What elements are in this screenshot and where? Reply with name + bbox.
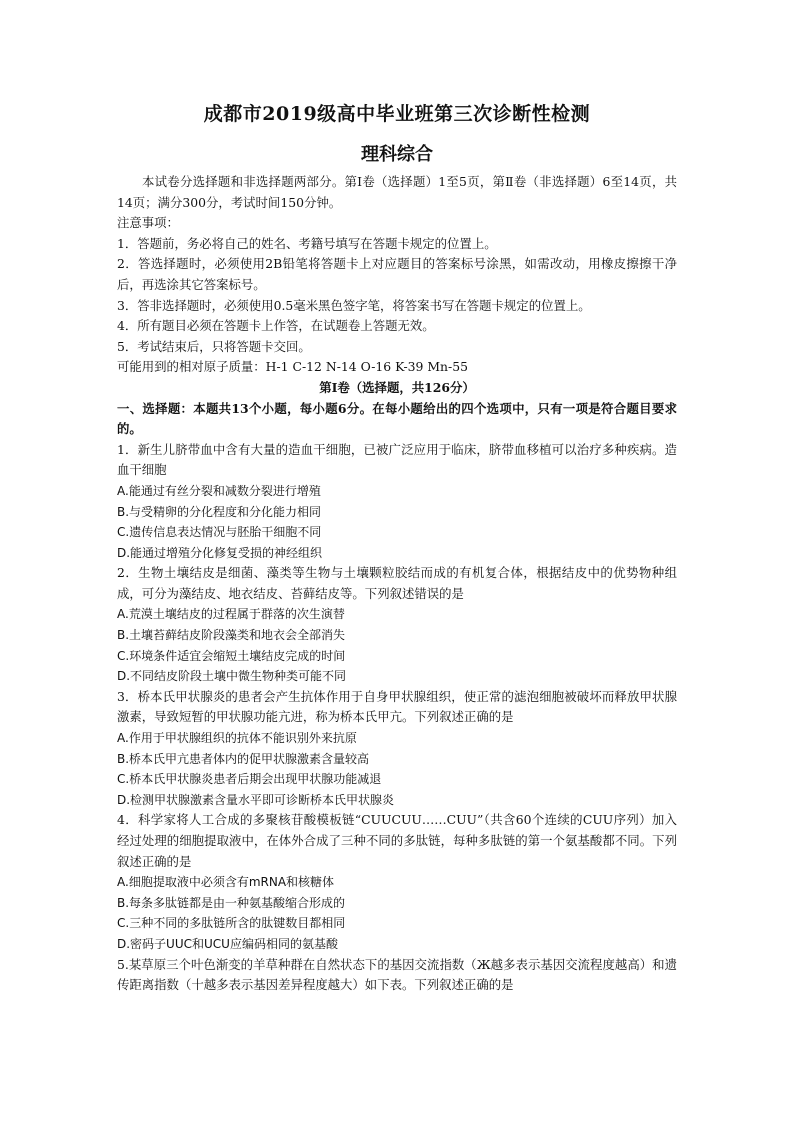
note-item: 2．答选择题时，必须使用2B铅笔将答题卡上对应题目的答案标号涂黑，如需改动，用橡皮擦擦干净后，再选涂其它答案标号。: [117, 256, 677, 292]
option-c: C.遗传信息表达情况与胚胎干细胞不同: [117, 525, 322, 540]
note-item: 5．考试结束后，只将答题卡交回。: [117, 338, 311, 354]
section-instruction: 一、选择题：本题共13个小题，每小题6分。在每小题给出的四个选项中，只有一项是符合题目要求的。: [117, 400, 677, 437]
question-stem: 2．生物土壤结皮是细菌、藻类等生物与土壤颗粒胶结而成的有机复合体，根据结皮中的优势物种组成，可分为藻结皮、地衣结皮、苔藓结皮等。下列叙述错误的是: [117, 565, 677, 601]
option-a: A.细胞提取液中必须含有mRNA和核糖体: [117, 875, 335, 890]
question-3: [117, 687, 677, 811]
option-d: D.密码子UUC和UCU应编码相同的氨基酸: [117, 936, 338, 951]
question-5: [117, 955, 677, 996]
atomic-masses: 可能用到的相对原子质量：H-1 C-12 N-14 O-16 K-39 Mn-55: [117, 359, 468, 375]
page-title: 成都市2019级高中毕业班第三次诊断性检测: [203, 103, 591, 125]
question-1: [117, 440, 677, 564]
question-stem: 1．新生儿脐带血中含有大量的造血干细胞，已被广泛应用于临床，脐带血移植可以治疗多种疾病。造血干细胞: [117, 441, 677, 478]
option-a: A.作用于甲状腺组织的抗体不能识别外来抗原: [117, 731, 357, 746]
note-item: 4．所有题目必须在答题卡上作答，在试题卷上答题无效。: [117, 318, 435, 334]
intro-text: 本试卷分选择题和非选择题两部分。第Ⅰ卷（选择题）1至5页，第Ⅱ卷（非选择题）6至14页，共14页；满分300分，考试时间150分钟。: [117, 174, 677, 210]
note-item: 1．答题前，务必将自己的姓名、考籍号填写在答题卡规定的位置上。: [117, 235, 497, 251]
option-d: D.检测甲状腺激素含量水平即可诊断桥本氏甲状腺炎: [117, 792, 395, 807]
option-b: B.桥本氏甲亢患者体内的促甲状腺激素含量较高: [117, 751, 370, 766]
option-d: D.不同结皮阶段土壤中微生物种类可能不同: [117, 669, 347, 684]
option-d: D.能通过增殖分化修复受损的神经组织: [117, 545, 323, 560]
option-a: A.荒漠土壤结皮的过程属于群落的次生演替: [117, 607, 345, 622]
question-stem: 5.某草原三个叶色渐变的羊草种群在自然状态下的基因交流指数（Ж越多表示基因交流程度越高）和遗传距离指数（十越多表示基因差异程度越大）如下表。下列叙述正确的是: [117, 956, 677, 993]
part1-heading: 第Ⅰ卷（选择题，共126分）: [319, 379, 475, 395]
option-b: B.与受精卵的分化程度和分化能力相同: [117, 504, 322, 519]
question-4: [117, 810, 677, 954]
option-c: C.三种不同的多肽链所含的肽键数目都相同: [117, 916, 346, 931]
exam-page: [117, 100, 677, 996]
question-stem: 3．桥本氏甲状腺炎的患者会产生抗体作用于自身甲状腺组织，使正常的滤泡细胞被破坏而释放甲状腺激素，导致短暂的甲状腺功能亢进，称为桥本氏甲亢。下列叙述正确的是: [117, 688, 677, 725]
question-stem: 4．科学家将人工合成的多聚核苷酸模板链“CUUCUU……CUU”（共含60个连续的CUU序列）加入经过处理的细胞提取液中，在体外合成了三种不同的多肽链，每种多肽链的第一个氨基酸都不同。下列叙述正确的是: [117, 812, 677, 869]
question-2: [117, 563, 677, 687]
option-c: C.桥本氏甲状腺炎患者后期会出现甲状腺功能减退: [117, 772, 382, 787]
notes-heading: 注意事项：: [117, 215, 179, 231]
note-item: 3．答非选择题时，必须使用0.5毫米黑色签字笔，将答案书写在答题卡规定的位置上。: [117, 297, 591, 313]
option-b: B.土壤苔藓结皮阶段藻类和地衣会全部消失: [117, 628, 346, 643]
option-a: A.能通过有丝分裂和减数分裂进行增殖: [117, 483, 321, 498]
page-subtitle: 理科综合: [361, 144, 433, 165]
option-b: B.每条多肽链都是由一种氨基酸缩合形成的: [117, 895, 346, 910]
option-c: C.环境条件适宜会缩短土壤结皮完成的时间: [117, 648, 346, 663]
